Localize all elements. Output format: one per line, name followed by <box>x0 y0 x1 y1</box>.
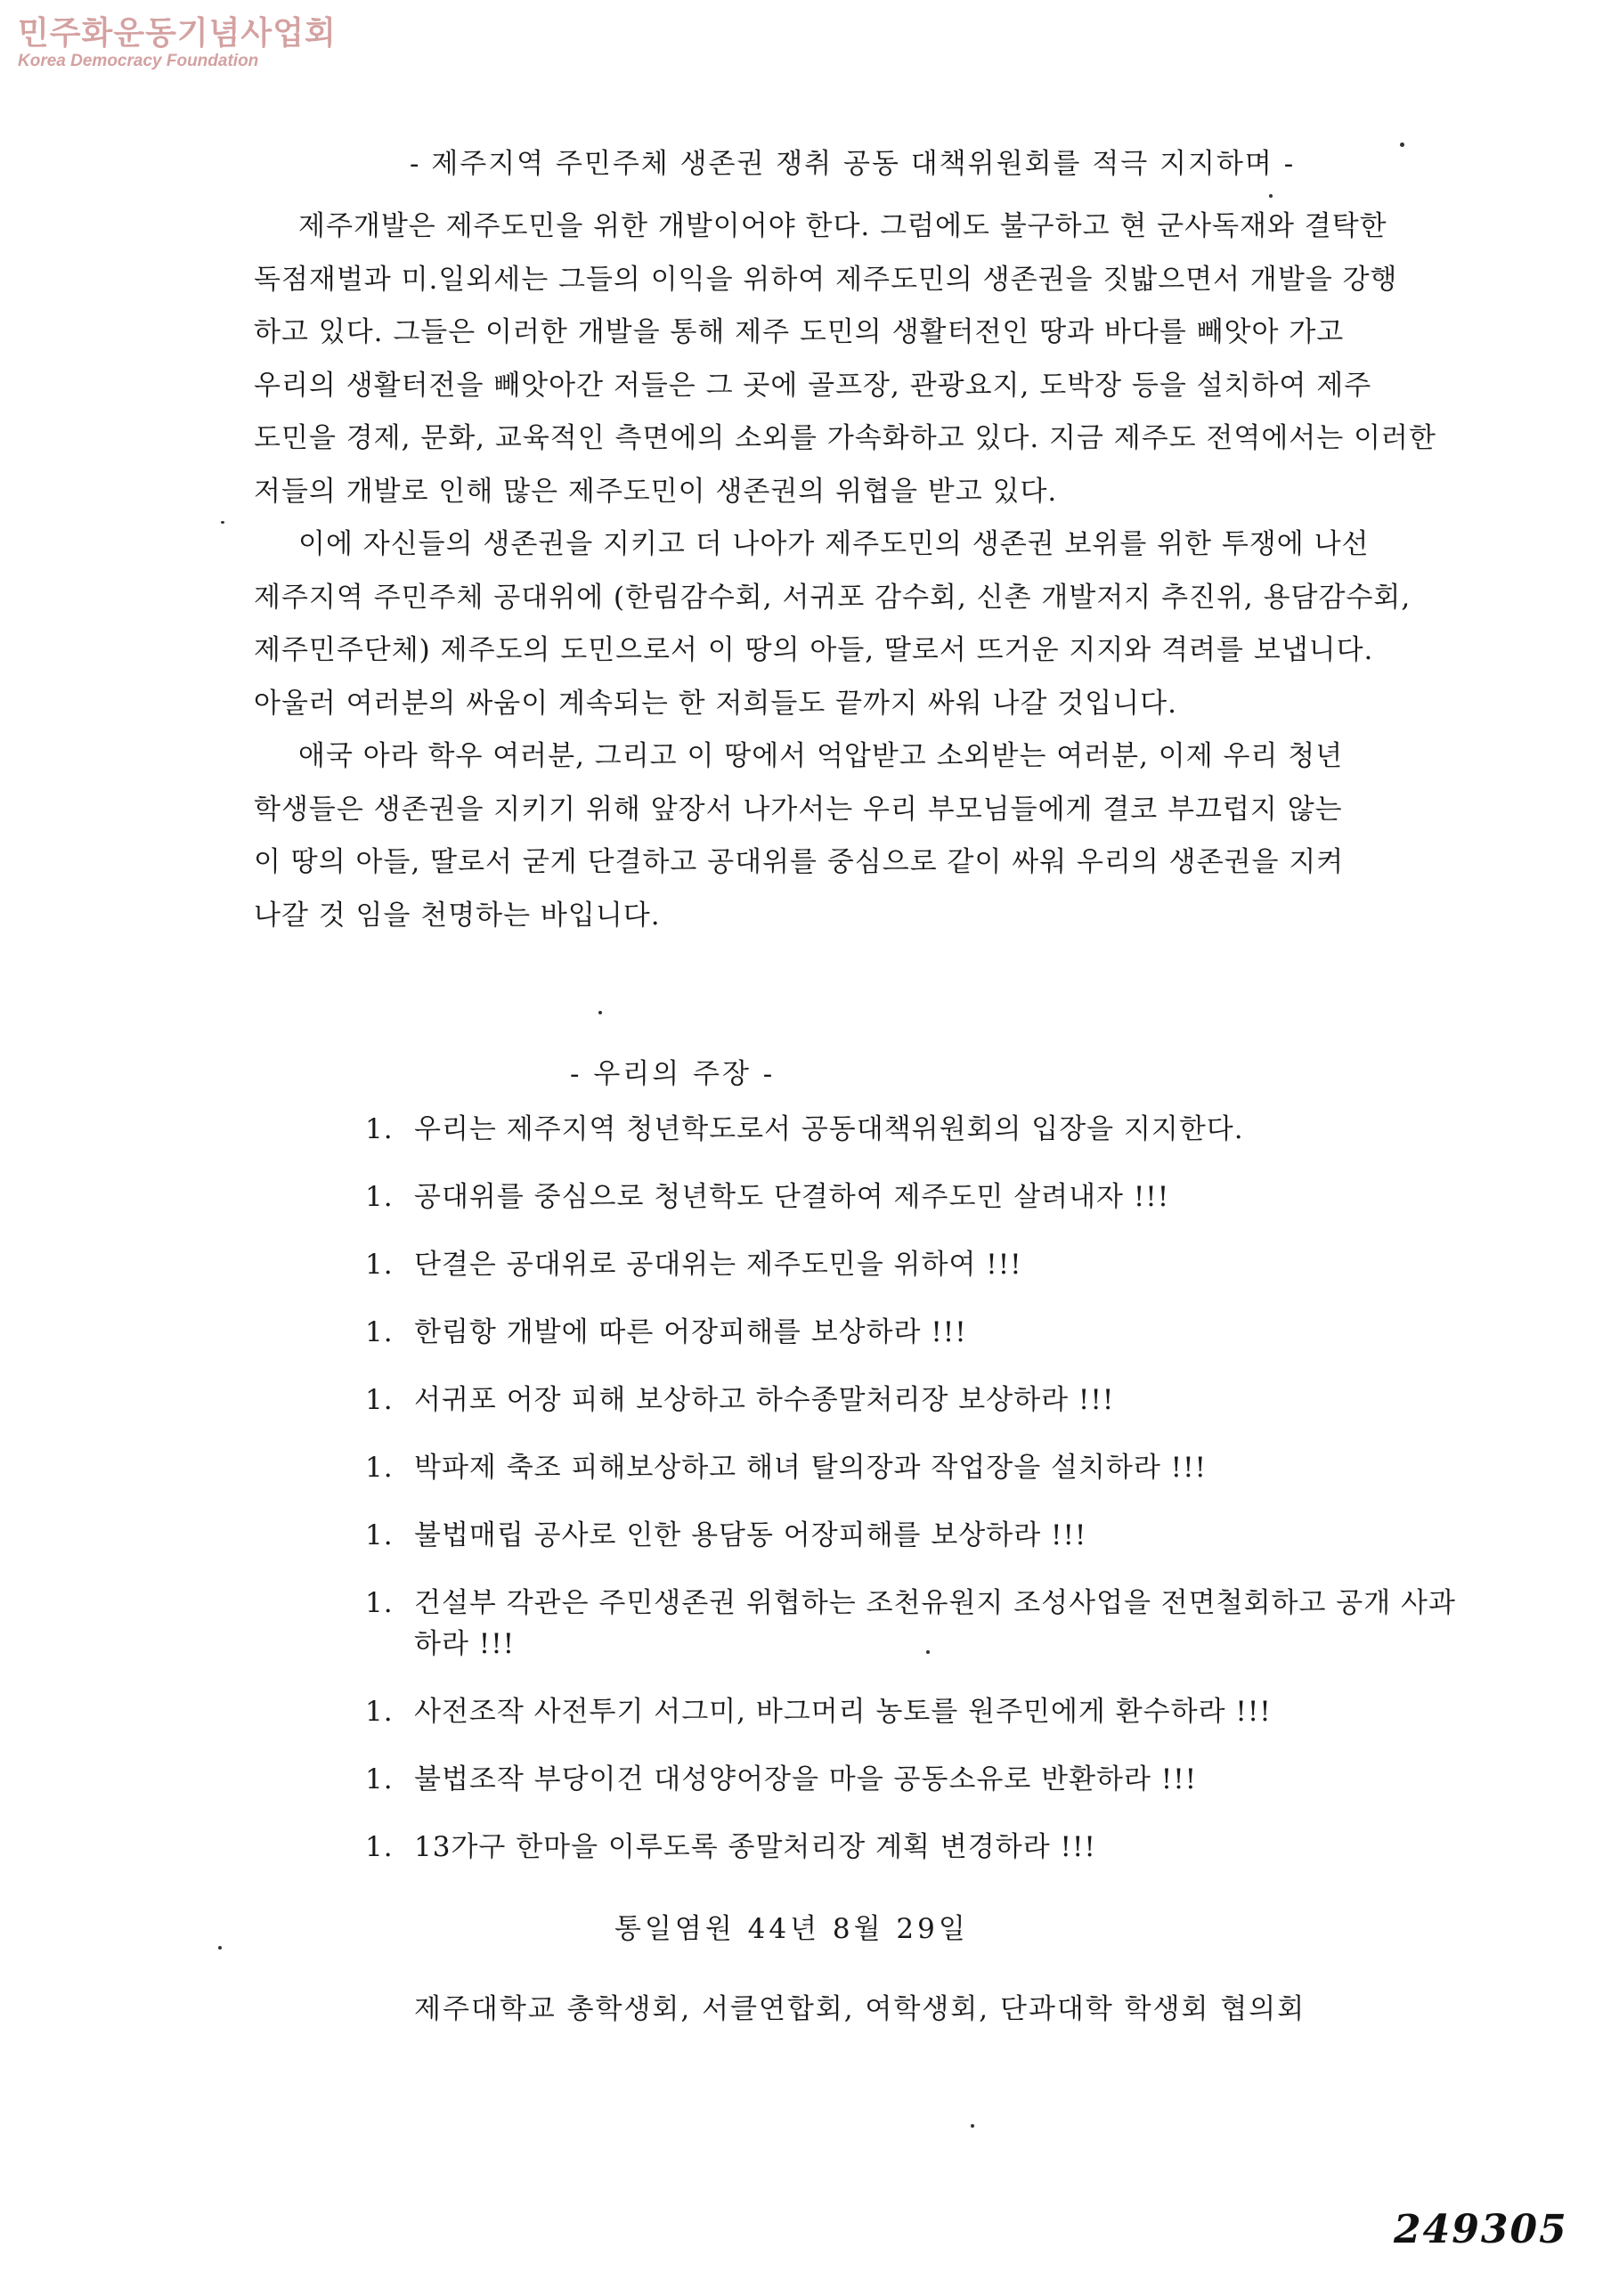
claim-number: 1. <box>365 1696 394 1728</box>
paragraph-line: 우리의 생활터전을 빼앗아간 저들은 그 곳에 골프장, 관광요지, 도박장 등을 설치하여 제주 <box>254 369 1372 402</box>
claim-number: 1. <box>365 1763 394 1795</box>
paragraph-line: 아울러 여러분의 싸움이 계속되는 한 저희들도 끝까지 싸워 나갈 것입니다. <box>254 687 1177 720</box>
paragraph-line: 나갈 것 임을 천명하는 바입니다. <box>254 899 661 932</box>
signing-organizations: 제주대학교 총학생회, 서클연합회, 여학생회, 단과대학 학생회 협의회 <box>414 1993 1306 2025</box>
document-date: 통일염원 44년 8월 29일 <box>614 1913 969 1945</box>
claim-item <box>365 1312 1478 1353</box>
paragraph-line: 이에 자신들의 생존권을 지키고 더 나아가 제주도민의 생존권 보위를 위한 투쟁에 나선 <box>298 528 1370 560</box>
claim-item <box>365 1583 1478 1665</box>
paragraph-3 <box>254 730 1501 942</box>
claim-item <box>365 1244 1478 1285</box>
claim-text: 건설부 각관은 주민생존권 위협하는 조천유원지 조성사업을 전면철회하고 공개 사과하라 !!! <box>414 1587 1456 1660</box>
paragraph-1 <box>254 200 1501 518</box>
claim-item <box>365 1827 1478 1868</box>
watermark-korean: 민주화운동기념사업회 <box>18 15 337 52</box>
paragraph-line: 제주개발은 제주도민을 위한 개발이어야 한다. 그럼에도 불구하고 현 군사독재와 결탁한 <box>298 210 1387 242</box>
claim-text: 공대위를 중심으로 청년학도 단결하여 제주도민 살려내자 !!! <box>414 1181 1170 1213</box>
claim-number: 1. <box>365 1587 394 1619</box>
scan-speck <box>1269 194 1273 198</box>
paragraph-line: 제주지역 주민주체 공대위에 (한림감수회, 서귀포 감수회, 신촌 개발저지 추진위, 용담감수회, <box>254 581 1412 614</box>
claim-text: 한림항 개발에 따른 어장피해를 보상하라 !!! <box>414 1316 967 1348</box>
claim-text: 서귀포 어장 피해 보상하고 하수종말처리장 보상하라 !!! <box>414 1384 1115 1416</box>
scan-speck <box>218 1946 222 1950</box>
scan-speck <box>971 2124 974 2128</box>
claim-item <box>365 1176 1478 1217</box>
scan-speck <box>926 1650 930 1654</box>
claim-number: 1. <box>365 1181 394 1213</box>
paragraph-line: 하고 있다. 그들은 이러한 개발을 통해 제주 도민의 생활터전인 땅과 바다를 빼앗아 가고 <box>254 316 1345 348</box>
handwritten-page-id: 249305 <box>1394 2207 1568 2252</box>
watermark-logo <box>18 16 337 71</box>
paragraph-line: 이 땅의 아들, 딸로서 굳게 단결하고 공대위를 중심으로 같이 싸워 우리의 생존권을 지켜 <box>254 846 1345 878</box>
claim-text: 단결은 공대위로 공대위는 제주도민을 위하여 !!! <box>414 1249 1022 1281</box>
paragraph-line: 애국 아라 학우 여러분, 그리고 이 땅에서 억압받고 소외받는 여러분, 이제 우리 청년 <box>298 740 1344 772</box>
claim-number: 1. <box>365 1831 394 1863</box>
claims-list <box>365 1109 1478 1894</box>
paragraph-line: 학생들은 생존권을 지키기 위해 앞장서 나가서는 우리 부모님들에게 결코 부끄럽지 않는 <box>254 793 1343 826</box>
claim-item <box>365 1759 1478 1800</box>
claim-text: 박파제 축조 피해보상하고 해녀 탈의장과 작업장을 설치하라 !!! <box>414 1452 1207 1484</box>
claim-number: 1. <box>365 1113 394 1145</box>
scan-speck <box>221 521 224 524</box>
claim-number: 1. <box>365 1384 394 1416</box>
paragraph-2 <box>254 518 1501 730</box>
claim-number: 1. <box>365 1249 394 1281</box>
claim-item <box>365 1109 1478 1150</box>
claim-number: 1. <box>365 1519 394 1551</box>
claim-number: 1. <box>365 1452 394 1484</box>
claim-item <box>365 1447 1478 1488</box>
claim-item <box>365 1515 1478 1556</box>
paragraph-line: 도민을 경제, 문화, 교육적인 측면에의 소외를 가속화하고 있다. 지금 제주도 전역에서는 이러한 <box>254 422 1436 454</box>
scan-speck <box>598 1011 602 1014</box>
claim-text: 불법조작 부당이건 대성양어장을 마을 공동소유로 반환하라 !!! <box>414 1763 1198 1795</box>
claim-item <box>365 1380 1478 1421</box>
claim-text: 불법매립 공사로 인한 용담동 어장피해를 보상하라 !!! <box>414 1519 1087 1551</box>
claims-heading: - 우리의 주장 - <box>570 1058 776 1090</box>
paragraph-line: 제주민주단체) 제주도의 도민으로서 이 땅의 아들, 딸로서 뜨거운 지지와 격려를 보냅니다. <box>254 634 1374 666</box>
claim-text: 우리는 제주지역 청년학도로서 공동대책위원회의 입장을 지지한다. <box>414 1113 1244 1145</box>
claim-text: 사전조작 사전투기 서그미, 바그머리 농토를 원주민에게 환수하라 !!! <box>414 1696 1272 1728</box>
document-title: - 제주지역 주민주체 생존권 쟁취 공동 대책위원회를 적극 지지하며 - <box>410 148 1296 180</box>
claim-text: 13가구 한마을 이루도록 종말처리장 계획 변경하라 !!! <box>414 1831 1096 1863</box>
scan-speck <box>1400 142 1404 147</box>
claim-item <box>365 1691 1478 1732</box>
claim-number: 1. <box>365 1316 394 1348</box>
watermark-english: Korea Democracy Foundation <box>18 52 259 70</box>
paragraph-line: 저들의 개발로 인해 많은 제주도민이 생존권의 위협을 받고 있다. <box>254 475 1058 508</box>
paragraph-line: 독점재벌과 미.일외세는 그들의 이익을 위하여 제주도민의 생존권을 짓밟으면서 개발을 강행 <box>254 263 1398 296</box>
